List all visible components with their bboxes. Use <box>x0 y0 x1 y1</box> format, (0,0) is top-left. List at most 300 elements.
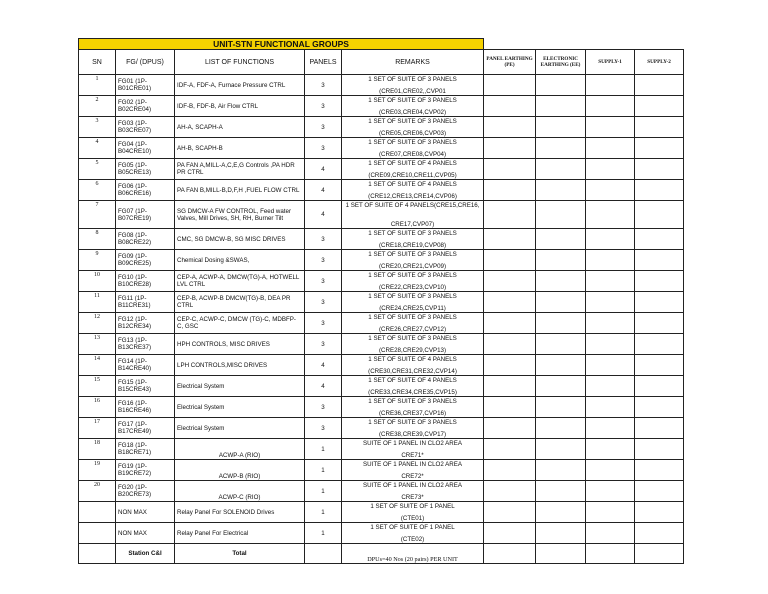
panels-cell: 3 <box>305 334 342 355</box>
panels-cell: 3 <box>305 250 342 271</box>
supply-2-cell <box>635 271 684 292</box>
panel-earthing-cell <box>484 271 536 292</box>
table-row <box>79 502 684 523</box>
sn-cell: 16 <box>79 397 116 418</box>
electronic-earthing-cell <box>536 96 586 117</box>
table-row <box>79 355 684 376</box>
panel-earthing-cell <box>484 397 536 418</box>
sn-cell: 5 <box>79 159 116 180</box>
electronic-earthing-cell <box>536 481 586 502</box>
supply-2-cell <box>635 75 684 96</box>
supply-1-cell <box>586 229 635 250</box>
remarks-cell <box>342 201 484 229</box>
remarks-lines <box>344 139 481 158</box>
supply-1-cell <box>586 271 635 292</box>
electronic-earthing-cell <box>536 397 586 418</box>
electronic-earthing-cell <box>536 334 586 355</box>
remarks-line-bottom: (CRE28,CRE29,CVP13) <box>378 346 447 354</box>
supply-1-cell <box>586 334 635 355</box>
panel-earthing-cell <box>484 481 536 502</box>
remarks-line-top: 1 SET OF SUITE OF 4 PANELS(CRE15,CRE16, <box>345 201 480 209</box>
supply-2-cell <box>635 334 684 355</box>
fg-cell: FG03 (1P-B03CRE07) <box>116 117 175 138</box>
supply-2-cell <box>635 418 684 439</box>
sn-cell: 1 <box>79 75 116 96</box>
panels-cell: 1 <box>305 481 342 502</box>
functions-cell: CEP-A, ACWP-A, DMCW(TG)-A, HOTWELL LVL CTRL <box>175 271 305 292</box>
supply-1-cell <box>586 117 635 138</box>
panel-earthing-cell <box>484 355 536 376</box>
sn-cell <box>79 502 116 523</box>
panels-cell: 1 <box>305 460 342 481</box>
remarks-line-bottom: CRE71* <box>401 451 424 459</box>
remarks-cell <box>342 439 484 460</box>
supply-1-cell <box>586 250 635 271</box>
header-row <box>79 50 684 75</box>
panel-earthing-cell <box>484 292 536 313</box>
electronic-earthing-cell <box>536 180 586 201</box>
fg-cell: FG18 (1P-B18CRE71) <box>116 439 175 460</box>
remarks-line-bottom: (CRE05,CRE06,CVP03) <box>378 129 447 137</box>
panel-earthing-cell <box>484 229 536 250</box>
remarks-lines <box>344 314 481 333</box>
panels-cell: 1 <box>305 523 342 544</box>
remarks-line-bottom: CRE73* <box>401 493 424 501</box>
sn-cell: 10 <box>79 271 116 292</box>
table-row <box>79 271 684 292</box>
supply-1-cell <box>586 418 635 439</box>
remarks-lines <box>344 160 481 179</box>
header-electronic-earthing: ELECTRONIC EARTHING (EE) <box>536 50 586 75</box>
fg-cell: FG01 (1P-B01CRE01) <box>116 75 175 96</box>
sn-cell: 3 <box>79 117 116 138</box>
supply-2-cell <box>635 201 684 229</box>
supply-2-cell <box>635 355 684 376</box>
electronic-earthing-cell <box>536 138 586 159</box>
remarks-cell <box>342 159 484 180</box>
remarks-line-bottom: (CTE02) <box>400 535 425 543</box>
supply-2-cell <box>635 250 684 271</box>
panel-earthing-cell <box>484 376 536 397</box>
panel-earthing-cell <box>484 159 536 180</box>
sn-cell: 14 <box>79 355 116 376</box>
fg-cell: FG08 (1P-B08CRE22) <box>116 229 175 250</box>
functions-cell: ACWP-C (RIO) <box>175 481 305 502</box>
remarks-line-bottom: (CRE09,CRE10,CRE11,CVP05) <box>368 171 457 179</box>
remarks-lines <box>344 251 481 270</box>
supply-2-cell <box>635 138 684 159</box>
remarks-cell <box>342 229 484 250</box>
functions-cell: AH-A, SCAPH-A <box>175 117 305 138</box>
remarks-cell <box>342 355 484 376</box>
remarks-lines <box>344 398 481 417</box>
fg-cell: FG12 (1P-B12CRE34) <box>116 313 175 334</box>
functions-cell: Relay Panel For SOLENOID Drives <box>175 502 305 523</box>
remarks-cell <box>342 481 484 502</box>
electronic-earthing-cell <box>536 418 586 439</box>
table-row <box>79 439 684 460</box>
panels-cell: 3 <box>305 96 342 117</box>
panels-cell: 3 <box>305 313 342 334</box>
remarks-line-top: 1 SET OF SUITE OF 3 PANELS <box>368 250 457 258</box>
supply-1-cell <box>586 292 635 313</box>
panel-earthing-cell <box>484 96 536 117</box>
panel-earthing-cell <box>484 439 536 460</box>
remarks-cell <box>342 271 484 292</box>
supply-2-cell <box>635 96 684 117</box>
remarks-cell <box>342 138 484 159</box>
panel-earthing-cell <box>484 138 536 159</box>
panel-earthing-cell <box>484 201 536 229</box>
supply-1-cell <box>586 397 635 418</box>
functions-cell: IDF-A, FDF-A, Furnace Pressure CTRL <box>175 75 305 96</box>
supply-2-cell <box>635 544 684 564</box>
remarks-cell <box>342 292 484 313</box>
supply-2-cell <box>635 159 684 180</box>
functions-cell: ACWP-B (RIO) <box>175 460 305 481</box>
supply-2-cell <box>635 376 684 397</box>
panels-cell: 3 <box>305 418 342 439</box>
remarks-line-bottom: (CTE01) <box>400 514 425 522</box>
table-row <box>79 376 684 397</box>
electronic-earthing-cell <box>536 159 586 180</box>
remarks-lines <box>344 272 481 291</box>
table-row <box>79 250 684 271</box>
panel-earthing-cell <box>484 544 536 564</box>
functional-groups-table <box>78 38 684 564</box>
supply-1-cell <box>586 159 635 180</box>
supply-1-cell <box>586 376 635 397</box>
remarks-cell <box>342 523 484 544</box>
remarks-line-top: 1 SET OF SUITE OF 3 PANELS <box>368 96 457 104</box>
panel-earthing-cell <box>484 418 536 439</box>
functions-cell: AH-B, SCAPH-B <box>175 138 305 159</box>
functions-cell: Relay Panel For Electrical <box>175 523 305 544</box>
table-row <box>79 201 684 229</box>
table-row <box>79 75 684 96</box>
footer-total: Total <box>175 544 305 564</box>
remarks-line-bottom: (CRE33,CRE34,CRE35,CVP15) <box>368 388 457 396</box>
functions-cell: Chemical Dosing &SWAS, <box>175 250 305 271</box>
sn-cell: 9 <box>79 250 116 271</box>
supply-1-cell <box>586 502 635 523</box>
header-functions: LIST OF FUNCTIONS <box>175 50 305 75</box>
remarks-cell <box>342 117 484 138</box>
remarks-line-top: SUITE OF 1 PANEL IN CLO2 AREA <box>363 439 463 447</box>
remarks-lines <box>344 524 481 543</box>
functions-cell: ACWP-A (RIO) <box>175 439 305 460</box>
fg-cell: FG07 (1P-B07CRE19) <box>116 201 175 229</box>
panels-cell: 3 <box>305 117 342 138</box>
electronic-earthing-cell <box>536 502 586 523</box>
remarks-line-bottom: (CRE07,CRE08,CVP04) <box>378 150 447 158</box>
supply-2-cell <box>635 523 684 544</box>
table-row <box>79 460 684 481</box>
remarks-line-top: 1 SET OF SUITE OF 4 PANELS <box>368 159 457 167</box>
panels-cell: 4 <box>305 201 342 229</box>
functional-groups-sheet <box>78 38 683 564</box>
sn-cell: 17 <box>79 418 116 439</box>
remarks-cell <box>342 376 484 397</box>
remarks-lines <box>344 440 481 459</box>
supply-1-cell <box>586 544 635 564</box>
electronic-earthing-cell <box>536 460 586 481</box>
panels-cell: 3 <box>305 75 342 96</box>
supply-1-cell <box>586 439 635 460</box>
remarks-cell <box>342 313 484 334</box>
panel-earthing-cell <box>484 523 536 544</box>
remarks-lines <box>344 118 481 137</box>
supply-1-cell <box>586 523 635 544</box>
electronic-earthing-cell <box>536 355 586 376</box>
fg-cell: FG14 (1P-B14CRE40) <box>116 355 175 376</box>
remarks-line-bottom: CRE17,CVP07) <box>390 220 435 228</box>
footer-sn-cell <box>79 544 116 564</box>
sn-cell: 20 <box>79 481 116 502</box>
fg-cell: FG16 (1P-B16CRE46) <box>116 397 175 418</box>
remarks-lines <box>344 335 481 354</box>
sn-cell: 19 <box>79 460 116 481</box>
functions-cell: CEP-C, ACWP-C, DMCW (TG)-C, MDBFP-C, GSC <box>175 313 305 334</box>
remarks-line-top: 1 SET OF SUITE OF 3 PANELS <box>368 229 457 237</box>
table-row <box>79 334 684 355</box>
panel-earthing-cell <box>484 502 536 523</box>
sn-cell <box>79 523 116 544</box>
electronic-earthing-cell <box>536 376 586 397</box>
sn-cell: 2 <box>79 96 116 117</box>
remarks-line-bottom: (CRE01,CRE02,,CVP01 <box>379 87 446 95</box>
remarks-cell <box>342 250 484 271</box>
fg-cell: FG11 (1P-B11CRE31) <box>116 292 175 313</box>
header-fg: FG/ (DPUS) <box>116 50 175 75</box>
panels-cell: 1 <box>305 502 342 523</box>
supply-2-cell <box>635 502 684 523</box>
supply-2-cell <box>635 117 684 138</box>
remarks-line-bottom: (CRE30,CRE31,CRE32,CVP14) <box>368 367 457 375</box>
sn-cell: 7 <box>79 201 116 229</box>
header-remarks: REMARKS <box>342 50 484 75</box>
sn-cell: 4 <box>79 138 116 159</box>
remarks-line-bottom: CRE72* <box>401 472 424 480</box>
supply-1-cell <box>586 75 635 96</box>
header-supply-1: SUPPLY-1 <box>586 50 635 75</box>
fg-cell: FG02 (1P-B02CRE04) <box>116 96 175 117</box>
remarks-line-bottom: (CRE36,CRE37,CVP16) <box>378 409 447 417</box>
header-panel-earthing: PANEL EARTHING (PE) <box>484 50 536 75</box>
functions-cell: SG DMCW-A FW CONTROL, Feed water Valves, Mill Drives, SH, RH, Burner Tilt <box>175 201 305 229</box>
table-row <box>79 117 684 138</box>
electronic-earthing-cell <box>536 201 586 229</box>
remarks-lines <box>344 419 481 438</box>
remarks-line-top: 1 SET OF SUITE OF 3 PANELS <box>368 138 457 146</box>
supply-1-cell <box>586 180 635 201</box>
table-row <box>79 523 684 544</box>
remarks-line-bottom: (CRE18,CRE19,CVP08) <box>378 241 447 249</box>
supply-2-cell <box>635 313 684 334</box>
supply-2-cell <box>635 439 684 460</box>
remarks-lines <box>344 202 481 228</box>
remarks-cell <box>342 502 484 523</box>
sn-cell: 6 <box>79 180 116 201</box>
table-row <box>79 159 684 180</box>
supply-1-cell <box>586 481 635 502</box>
remarks-line-top: 1 SET OF SUITE OF 3 PANELS <box>368 418 457 426</box>
panels-cell: 3 <box>305 397 342 418</box>
panels-cell: 4 <box>305 159 342 180</box>
electronic-earthing-cell <box>536 544 586 564</box>
remarks-line-top: 1 SET OF SUITE OF 3 PANELS <box>368 334 457 342</box>
fg-cell: FG17 (1P-B17CRE49) <box>116 418 175 439</box>
supply-2-cell <box>635 229 684 250</box>
panels-cell: 4 <box>305 180 342 201</box>
fg-cell: NON MAX <box>116 502 175 523</box>
remarks-line-bottom: (CRE24,CRE25,CVP11) <box>379 304 446 312</box>
fg-cell: FG06 (1P-B06CRE16) <box>116 180 175 201</box>
remarks-lines <box>344 503 481 522</box>
remarks-line-top: 1 SET OF SUITE OF 4 PANELS <box>368 355 457 363</box>
panels-cell: 4 <box>305 376 342 397</box>
functions-cell: IDF-B, FDF-B, Air Flow CTRL <box>175 96 305 117</box>
functions-cell: CEP-B, ACWP-B DMCW(TG)-B, DEA PR CTRL <box>175 292 305 313</box>
header-sn: SN <box>79 50 116 75</box>
remarks-line-top: 1 SET OF SUITE OF 4 PANELS <box>368 180 457 188</box>
sn-cell: 11 <box>79 292 116 313</box>
remarks-cell <box>342 418 484 439</box>
footer-label: Station C&I <box>116 544 175 564</box>
remarks-line-top: 1 SET OF SUITE OF 3 PANELS <box>368 397 457 405</box>
supply-2-cell <box>635 481 684 502</box>
remarks-lines <box>344 230 481 249</box>
fg-cell: NON MAX <box>116 523 175 544</box>
remarks-lines <box>344 181 481 200</box>
fg-cell: FG10 (1P-B10CRE28) <box>116 271 175 292</box>
electronic-earthing-cell <box>536 439 586 460</box>
panel-earthing-cell <box>484 180 536 201</box>
remarks-lines <box>344 356 481 375</box>
table-row <box>79 96 684 117</box>
panel-earthing-cell <box>484 75 536 96</box>
table-row <box>79 397 684 418</box>
supply-1-cell <box>586 96 635 117</box>
panels-cell: 3 <box>305 271 342 292</box>
remarks-line-top: 1 SET OF SUITE OF 3 PANELS <box>368 75 457 83</box>
fg-cell: FG05 (1P-B05CRE13) <box>116 159 175 180</box>
functions-cell: PA FAN B,MILL-B,D,F,H ,FUEL FLOW CTRL <box>175 180 305 201</box>
sn-cell: 18 <box>79 439 116 460</box>
sn-cell: 13 <box>79 334 116 355</box>
panels-cell: 3 <box>305 229 342 250</box>
supply-2-cell <box>635 292 684 313</box>
table-row <box>79 313 684 334</box>
remarks-cell <box>342 397 484 418</box>
remarks-cell <box>342 460 484 481</box>
fg-cell: FG19 (1P-B19CRE72) <box>116 460 175 481</box>
supply-2-cell <box>635 460 684 481</box>
footer-note: DPUs=40 Nos (20 pairs) PER UNIT <box>342 544 484 564</box>
panel-earthing-cell <box>484 334 536 355</box>
fg-cell: FG09 (1P-B09CRE25) <box>116 250 175 271</box>
remarks-cell <box>342 75 484 96</box>
supply-2-cell <box>635 397 684 418</box>
functions-cell: LPH CONTROLS,MISC DRIVES <box>175 355 305 376</box>
remarks-cell <box>342 334 484 355</box>
supply-1-cell <box>586 201 635 229</box>
remarks-line-bottom: (CRE26,CRE27,CVP12) <box>378 325 447 333</box>
remarks-line-top: 1 SET OF SUITE OF 4 PANELS <box>368 376 457 384</box>
table-title: UNIT-STN FUNCTIONAL GROUPS <box>79 39 484 50</box>
fg-cell: FG20 (1P-B20CRE73) <box>116 481 175 502</box>
table-row <box>79 229 684 250</box>
supply-2-cell <box>635 180 684 201</box>
remarks-lines <box>344 293 481 312</box>
remarks-line-top: 1 SET OF SUITE OF 1 PANEL <box>370 523 455 531</box>
remarks-cell <box>342 180 484 201</box>
panel-earthing-cell <box>484 250 536 271</box>
remarks-lines <box>344 461 481 480</box>
header-supply-2: SUPPLY-2 <box>635 50 684 75</box>
supply-1-cell <box>586 355 635 376</box>
remarks-line-top: SUITE OF 1 PANEL IN CLO2 AREA <box>363 481 463 489</box>
remarks-line-bottom: (CRE12,CRE13,CRE14,CVP06) <box>368 192 457 200</box>
remarks-lines <box>344 377 481 396</box>
electronic-earthing-cell <box>536 271 586 292</box>
fg-cell: FG15 (1P-B15CRE43) <box>116 376 175 397</box>
functions-cell: Electrical System <box>175 376 305 397</box>
panels-cell: 1 <box>305 439 342 460</box>
panel-earthing-cell <box>484 117 536 138</box>
functions-cell: Electrical System <box>175 418 305 439</box>
remarks-line-top: 1 SET OF SUITE OF 3 PANELS <box>368 117 457 125</box>
remarks-line-bottom: (CRE22,CRE23,CVP10) <box>378 283 447 291</box>
remarks-lines <box>344 97 481 116</box>
table-row <box>79 180 684 201</box>
table-row <box>79 292 684 313</box>
panels-cell: 4 <box>305 355 342 376</box>
supply-1-cell <box>586 313 635 334</box>
table-row <box>79 418 684 439</box>
electronic-earthing-cell <box>536 75 586 96</box>
sn-cell: 8 <box>79 229 116 250</box>
remarks-line-top: 1 SET OF SUITE OF 3 PANELS <box>368 313 457 321</box>
remarks-line-top: 1 SET OF SUITE OF 3 PANELS <box>368 271 457 279</box>
electronic-earthing-cell <box>536 250 586 271</box>
remarks-line-bottom: (CRE20,CRE21,CVP09) <box>378 262 447 270</box>
remarks-line-bottom: (CRE03,CRE04,CVP02) <box>378 108 447 116</box>
functions-cell: PA FAN A,MILL-A,C,E,G Controls ,PA HDR PR CTRL <box>175 159 305 180</box>
electronic-earthing-cell <box>536 523 586 544</box>
supply-1-cell <box>586 460 635 481</box>
table-row <box>79 481 684 502</box>
electronic-earthing-cell <box>536 229 586 250</box>
header-panels: PANELS <box>305 50 342 75</box>
remarks-lines <box>344 482 481 501</box>
remarks-lines <box>344 76 481 95</box>
sn-cell: 15 <box>79 376 116 397</box>
electronic-earthing-cell <box>536 313 586 334</box>
footer-panels-cell <box>305 544 342 564</box>
remarks-line-top: 1 SET OF SUITE OF 1 PANEL <box>370 502 455 510</box>
panel-earthing-cell <box>484 460 536 481</box>
table-row <box>79 138 684 159</box>
remarks-line-top: SUITE OF 1 PANEL IN CLO2 AREA <box>363 460 463 468</box>
remarks-cell <box>342 96 484 117</box>
fg-cell: FG04 (1P-B04CRE10) <box>116 138 175 159</box>
panel-earthing-cell <box>484 313 536 334</box>
footer-row <box>79 544 684 564</box>
remarks-line-bottom: (CRE38,CRE39,CVP17) <box>378 430 447 438</box>
supply-1-cell <box>586 138 635 159</box>
electronic-earthing-cell <box>536 117 586 138</box>
